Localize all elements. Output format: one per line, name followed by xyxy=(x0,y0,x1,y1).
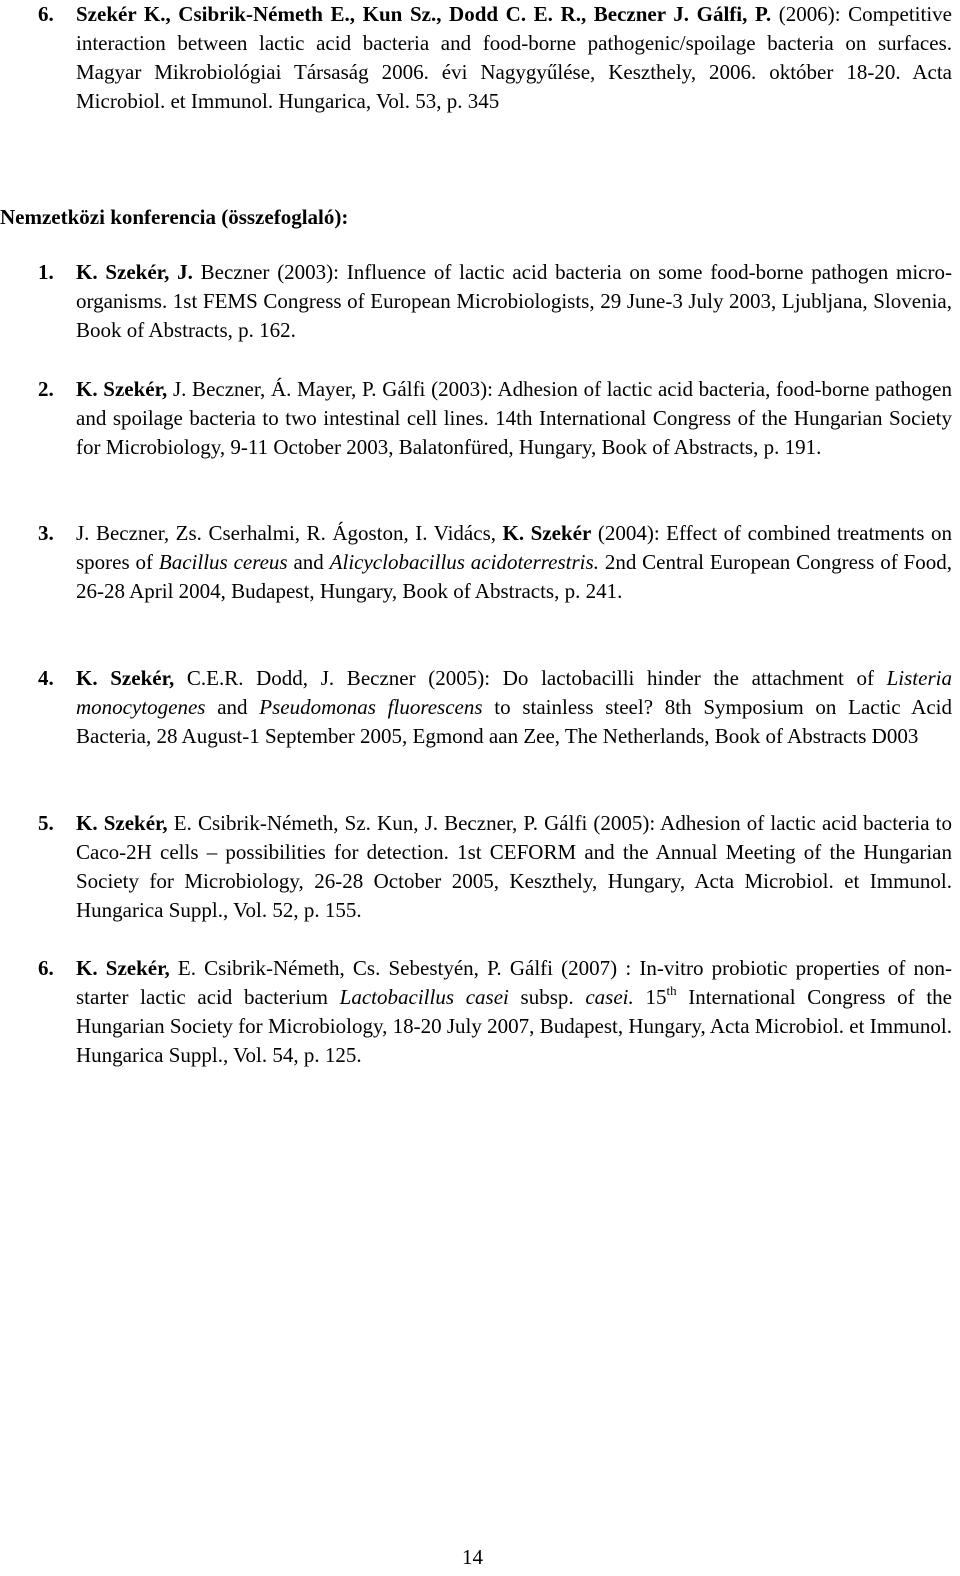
entry-number: 4. xyxy=(38,666,54,690)
ordinal-superscript: th xyxy=(666,983,677,998)
entry-body xyxy=(76,954,952,1070)
page-number: 14 xyxy=(462,1545,483,1569)
entry-body xyxy=(76,519,952,606)
species-name: Pseudomonas fluorescens xyxy=(259,695,483,719)
entry-body xyxy=(76,809,952,925)
entry-number: 3. xyxy=(38,521,54,545)
entry-text: 15 xyxy=(633,985,667,1009)
entry-text: and xyxy=(205,695,260,719)
entry-text: Beczner (2003): Influence of lactic acid bacteria on some food-borne pathogen micro-organisms. 1st FEMS Congress of European Microbiologists, 29 June-3 July 2003, Ljubljana, Slovenia, Book of Abstracts, p. 162. xyxy=(76,260,952,342)
entry-text: 2nd Central European Congress of Food, 26-28 April 2004, Budapest, Hungary, Book of Abstracts, p. 241. xyxy=(76,550,952,603)
species-name: Listeria monocytogenes xyxy=(76,666,952,719)
entry-author-bold: Szekér K. xyxy=(76,2,166,26)
entry-text: E. Csibrik-Németh, Sz. Kun, J. Beczner, P. Gálfi (2005): Adhesion of lactic acid bacteria to Caco-2H cells – possibilities for detection. 1st CEFORM and the Annual Meeting of the Hungarian Society for Microbiology, 26-28 October 2005, Keszthely, Hungary, Acta Microbiol. et Immunol. Hungarica Suppl., Vol. 52, p. 155. xyxy=(76,811,952,922)
entry-author-bold: K. Szekér xyxy=(502,521,592,545)
entry-body xyxy=(76,375,952,462)
reference-entry-top xyxy=(38,0,952,116)
entry-body xyxy=(76,258,952,345)
reference-entry xyxy=(38,954,952,1070)
species-name: casei. xyxy=(585,985,634,1009)
reference-entry xyxy=(38,258,952,345)
entry-author-bold: K. Szekér, xyxy=(76,666,175,690)
entry-text: subsp. xyxy=(508,985,586,1009)
reference-entry xyxy=(38,375,952,462)
entry-number: 5. xyxy=(38,811,54,835)
reference-entry xyxy=(38,809,952,925)
entry-number: 2. xyxy=(38,377,54,401)
species-name: Lactobacillus casei xyxy=(339,985,509,1009)
entry-text: E. Csibrik-Németh, Cs. Sebestyén, P. Gálfi (2007) : In-vitro probiotic properties of non-starter lactic acid bacterium xyxy=(76,956,952,1009)
entry-number: 6. xyxy=(38,956,54,980)
entry-body xyxy=(76,664,952,751)
entry-text: C.E.R. Dodd, J. Beczner (2005): Do lactobacilli hinder the attachment of xyxy=(174,666,887,690)
section-heading: Nemzetközi konferencia (összefoglaló): xyxy=(0,205,349,229)
entry-text: J. Beczner, Á. Mayer, P. Gálfi (2003): Adhesion of lactic acid bacteria, food-borne pathogen and spoilage bacteria to two intestinal cell lines. 14th International Congress of the Hungarian Society for Microbiology, 9-11 October 2003, Balatonfüred, Hungary, Book of Abstracts, p. 191. xyxy=(76,377,952,459)
reference-entry xyxy=(38,519,952,606)
entry-number: 1. xyxy=(38,260,54,284)
entry-author-bold: K. Szekér, xyxy=(76,811,168,835)
entry-text: and xyxy=(287,550,330,574)
entry-text: (2004): Effect of combined treatments on spores of xyxy=(76,521,952,574)
entry-authors-rest: , Csibrik-Németh E., Kun Sz., Dodd C. E. R., Beczner J. Gálfi, P. xyxy=(165,2,772,26)
species-name: Bacillus cereus xyxy=(158,550,288,574)
reference-entry xyxy=(38,664,952,751)
entry-body xyxy=(76,0,952,116)
entry-author-bold: K. Szekér, xyxy=(76,377,168,401)
entry-text: (2006): Competitive interaction between lactic acid bacteria and food-borne pathogenic/spoilage bacteria on surfaces. Magyar Mikrobiológiai Társaság 2006. évi Nagygyűlése, Keszthely, 2006. október 18-20. Acta Microbiol. et Immunol. Hungarica, Vol. 53, p. 345 xyxy=(76,2,952,113)
species-name: Alicyclobacillus acidoterrestris. xyxy=(329,550,599,574)
entry-text: to stainless steel? 8th Symposium on Lactic Acid Bacteria, 28 August-1 September 2005, Egmond aan Zee, The Netherlands, Book of Abstracts D003 xyxy=(76,695,952,748)
entry-text: International Congress of the Hungarian Society for Microbiology, 18-20 July 2007, Budapest, Hungary, Acta Microbiol. et Immunol. Hungarica Suppl., Vol. 54, p. 125. xyxy=(76,985,952,1067)
entry-author-bold: K. Szekér, J. xyxy=(76,260,193,284)
entry-author-bold: K. Szekér, xyxy=(76,956,170,980)
entry-text-pre: J. Beczner, Zs. Cserhalmi, R. Ágoston, I. Vidács, xyxy=(76,521,503,545)
entry-number: 6. xyxy=(38,2,54,26)
